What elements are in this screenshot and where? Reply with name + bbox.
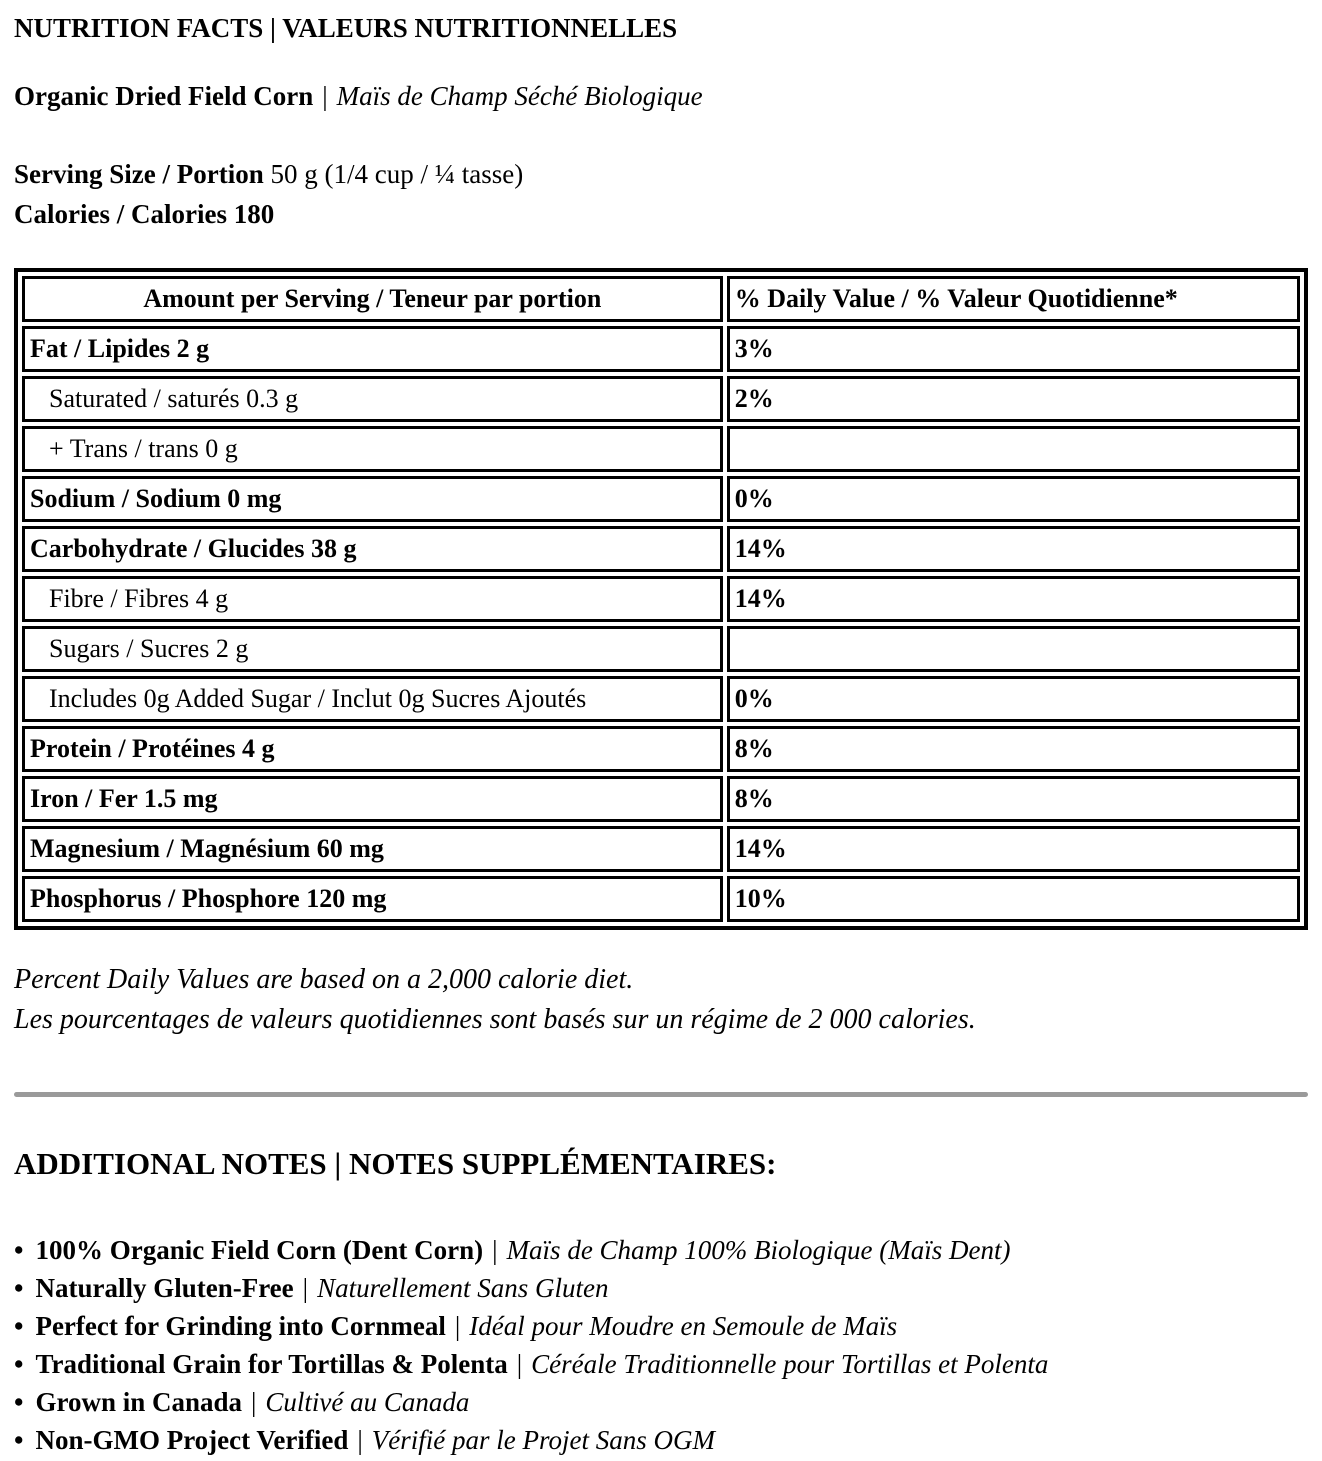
- note-item: [14, 1421, 1308, 1459]
- product-name-en: Organic Dried Field Corn: [14, 81, 314, 111]
- daily-value-cell: 14%: [727, 576, 1300, 622]
- daily-value-cell: 2%: [727, 376, 1300, 422]
- note-text-fr: Vérifié par le Projet Sans OGM: [371, 1425, 715, 1455]
- footnotes: [14, 960, 1308, 1040]
- note-item: [14, 1307, 1308, 1345]
- daily-value-cell: 10%: [727, 876, 1300, 922]
- note-text-fr: Idéal pour Moudre en Semoule de Maïs: [469, 1311, 898, 1341]
- table-header-row: [22, 276, 1300, 322]
- bullet-icon: •: [14, 1425, 24, 1455]
- table-row: [22, 376, 1300, 422]
- note-separator: |: [516, 1349, 523, 1379]
- note-item: [14, 1231, 1308, 1269]
- section-divider: [14, 1092, 1308, 1097]
- table-row: [22, 626, 1300, 672]
- table-row: [22, 676, 1300, 722]
- daily-value-cell: [727, 626, 1300, 672]
- bullet-icon: •: [14, 1273, 24, 1303]
- note-item: [14, 1345, 1308, 1383]
- note-item: [14, 1383, 1308, 1421]
- daily-value-cell: [727, 426, 1300, 472]
- nutrient-label-cell: Fibre / Fibres 4 g: [22, 576, 723, 622]
- serving-size-label: Serving Size / Portion: [14, 159, 264, 189]
- bullet-icon: •: [14, 1387, 24, 1417]
- nutrient-label-cell: Magnesium / Magnésium 60 mg: [22, 826, 723, 872]
- product-name-separator: |: [322, 81, 328, 111]
- nutrition-table-body: [22, 326, 1300, 922]
- serving-size-value: 50 g (1/4 cup / ¼ tasse): [270, 159, 524, 189]
- note-separator: |: [357, 1425, 363, 1455]
- nutrient-label-cell: Carbohydrate / Glucides 38 g: [22, 526, 723, 572]
- daily-value-cell: 14%: [727, 826, 1300, 872]
- nutrient-label-cell: Sodium / Sodium 0 mg: [22, 476, 723, 522]
- table-row: [22, 876, 1300, 922]
- nutrient-label-cell: Protein / Protéines 4 g: [22, 726, 723, 772]
- amount-per-serving-header: Amount per Serving / Teneur par portion: [22, 276, 723, 322]
- note-text-en: Perfect for Grinding into Cornmeal: [35, 1311, 446, 1341]
- nutrient-label-cell: Includes 0g Added Sugar / Inclut 0g Sucres Ajoutés: [22, 676, 723, 722]
- note-separator: |: [492, 1235, 498, 1265]
- nutrient-label-cell: Sugars / Sucres 2 g: [22, 626, 723, 672]
- nutrition-table: [14, 268, 1308, 930]
- daily-value-cell: 8%: [727, 726, 1300, 772]
- product-name-fr: Maïs de Champ Séché Biologique: [336, 81, 703, 111]
- table-row: [22, 776, 1300, 822]
- note-separator: |: [251, 1387, 257, 1417]
- product-name-line: [14, 78, 1308, 114]
- note-text-en: Grown in Canada: [35, 1387, 243, 1417]
- note-text-fr: Cultivé au Canada: [265, 1387, 470, 1417]
- table-row: [22, 826, 1300, 872]
- note-separator: |: [454, 1311, 461, 1341]
- daily-value-cell: 0%: [727, 676, 1300, 722]
- note-text-en: Naturally Gluten-Free: [35, 1273, 294, 1303]
- note-text-en: Non-GMO Project Verified: [35, 1425, 349, 1455]
- page-title: NUTRITION FACTS | VALEURS NUTRITIONNELLES: [14, 13, 678, 43]
- serving-info: [14, 154, 1308, 234]
- daily-value-header: % Daily Value / % Valeur Quotidienne*: [727, 276, 1300, 322]
- daily-value-cell: 8%: [727, 776, 1300, 822]
- table-row: [22, 426, 1300, 472]
- notes-list: [14, 1231, 1308, 1459]
- calories-line: Calories / Calories 180: [14, 199, 275, 229]
- nutrient-label-cell: Saturated / saturés 0.3 g: [22, 376, 723, 422]
- note-text-en: Traditional Grain for Tortillas & Polenta: [35, 1349, 508, 1379]
- table-row: [22, 326, 1300, 372]
- note-item: [14, 1269, 1308, 1307]
- daily-value-cell: 14%: [727, 526, 1300, 572]
- daily-value-cell: 3%: [727, 326, 1300, 372]
- note-text-fr: Céréale Traditionnelle pour Tortillas et Polenta: [531, 1349, 1049, 1379]
- note-separator: |: [302, 1273, 309, 1303]
- note-text-fr: Maïs de Champ 100% Biologique (Maïs Dent): [506, 1235, 1011, 1265]
- note-text-en: 100% Organic Field Corn (Dent Corn): [35, 1235, 484, 1265]
- nutrient-label-cell: Fat / Lipides 2 g: [22, 326, 723, 372]
- table-row: [22, 576, 1300, 622]
- table-row: [22, 726, 1300, 772]
- table-row: [22, 526, 1300, 572]
- daily-value-cell: 0%: [727, 476, 1300, 522]
- bullet-icon: •: [14, 1311, 24, 1341]
- serving-size-line: [14, 154, 1308, 194]
- note-text-fr: Naturellement Sans Gluten: [317, 1273, 609, 1303]
- footnote-fr: Les pourcentages de valeurs quotidiennes sont basés sur un régime de 2 000 calories.: [14, 1004, 976, 1035]
- bullet-icon: •: [14, 1235, 24, 1265]
- nutrient-label-cell: Iron / Fer 1.5 mg: [22, 776, 723, 822]
- footnote-en: Percent Daily Values are based on a 2,000 calorie diet.: [14, 964, 634, 995]
- nutrient-label-cell: Phosphorus / Phosphore 120 mg: [22, 876, 723, 922]
- additional-notes-heading: ADDITIONAL NOTES | NOTES SUPPLÉMENTAIRES:: [14, 1146, 777, 1181]
- bullet-icon: •: [14, 1349, 24, 1379]
- nutrient-label-cell: + Trans / trans 0 g: [22, 426, 723, 472]
- table-row: [22, 476, 1300, 522]
